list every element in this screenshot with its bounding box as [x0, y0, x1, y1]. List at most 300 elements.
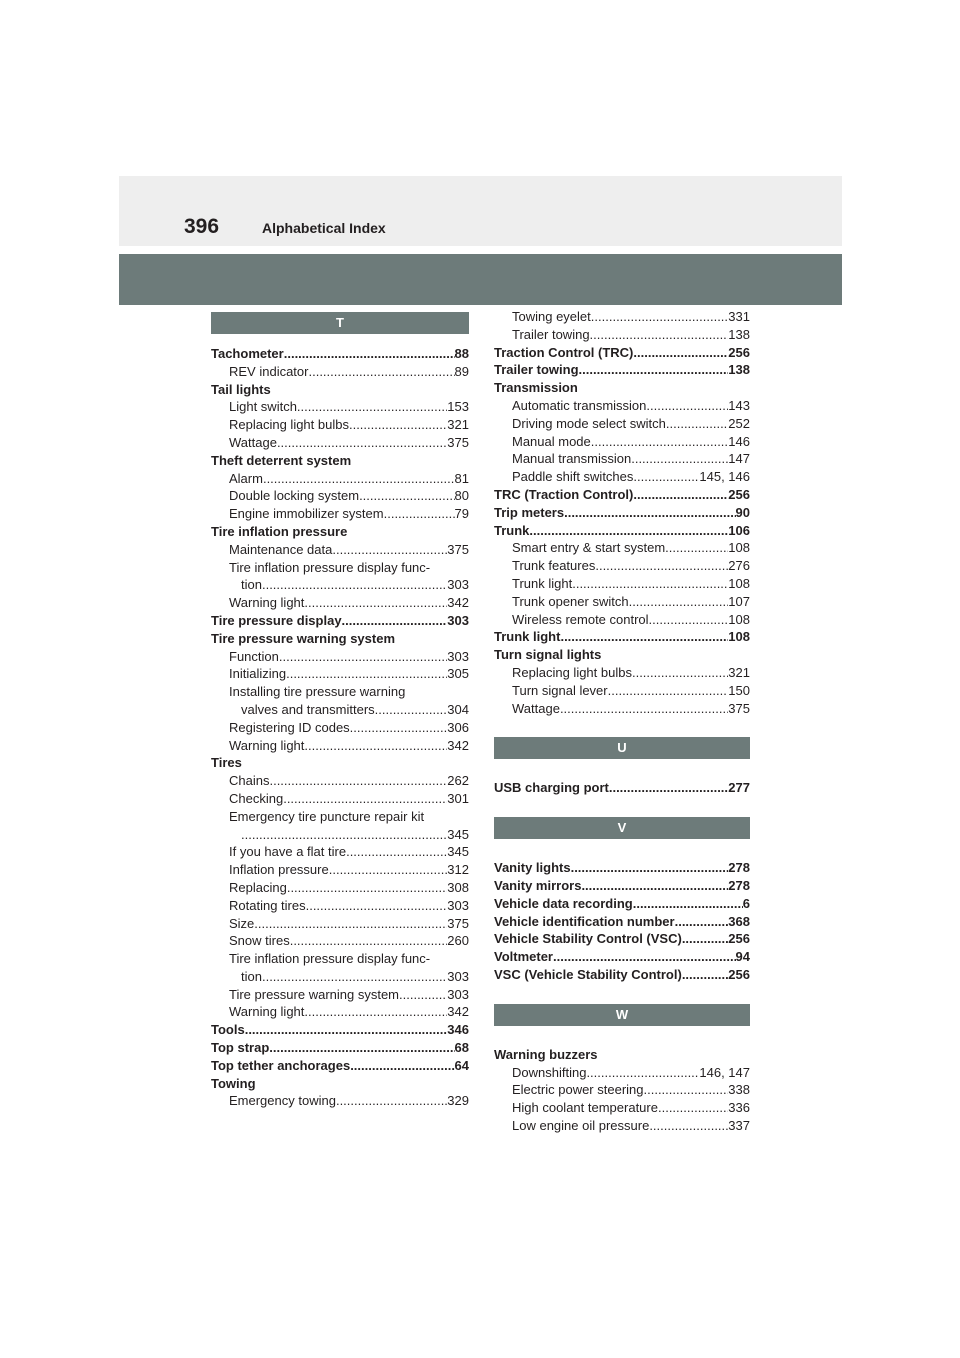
dot-leader — [349, 416, 447, 434]
index-entry — [494, 628, 750, 646]
entry-page-number: 278 — [728, 860, 750, 876]
dot-leader — [633, 344, 728, 362]
entry-term: Trunk light — [512, 575, 573, 591]
index-subentry — [211, 665, 469, 683]
index-entry — [211, 754, 469, 772]
entry-term: REV indicator — [229, 363, 309, 379]
dot-leader — [608, 682, 729, 700]
entry-page-number: 262 — [447, 773, 469, 789]
entry-page-number: 147 — [728, 451, 750, 467]
entry-term: Inflation pressure — [229, 862, 329, 878]
entry-term: Top tether anchorages — [211, 1057, 351, 1073]
index-entry — [211, 612, 469, 630]
letter-heading-t: T — [211, 312, 469, 334]
index-subentry — [211, 487, 469, 505]
entry-term: Tire pressure warning system — [229, 986, 400, 1002]
index-entry — [211, 630, 469, 648]
index-subentry — [211, 541, 469, 559]
index-subentry — [494, 308, 750, 326]
index-column-left — [211, 308, 469, 1110]
dot-leader — [304, 737, 447, 755]
entry-term: Towing eyelet — [512, 309, 591, 324]
entry-page-number: 108 — [728, 629, 750, 645]
index-entry-list — [494, 308, 750, 717]
dot-leader — [399, 986, 447, 1004]
index-subentry — [494, 468, 750, 486]
index-subentry — [211, 683, 469, 701]
index-subentry — [494, 415, 750, 433]
dot-leader — [591, 433, 729, 451]
entry-term: If you have a flat tire — [229, 844, 347, 860]
index-subentry — [494, 1064, 750, 1082]
entry-term: Replacing light bulbs — [229, 417, 349, 433]
index-entry — [494, 379, 750, 397]
entry-term: Emergency towing — [229, 1093, 336, 1109]
entry-term: Double locking system — [229, 488, 360, 504]
entry-term: Towing — [211, 1075, 256, 1091]
dot-leader — [342, 612, 448, 630]
entry-page-number: 303 — [447, 986, 469, 1002]
index-subentry — [494, 575, 750, 593]
index-entry — [494, 930, 750, 948]
dot-leader — [287, 879, 447, 897]
index-entry — [211, 1021, 469, 1039]
entry-page-number: 301 — [447, 790, 469, 806]
entry-page-number: 331 — [728, 309, 750, 324]
index-entry — [494, 344, 750, 362]
entry-term: Chains — [229, 773, 270, 789]
dot-leader — [306, 897, 448, 915]
dot-leader — [572, 575, 728, 593]
entry-term: Tire inflation pressure display func- — [229, 951, 431, 967]
dot-leader — [553, 948, 736, 966]
index-subentry — [494, 450, 750, 468]
section-spacer — [494, 717, 750, 737]
dot-leader — [254, 915, 447, 933]
dot-leader — [646, 397, 728, 415]
entry-term: USB charging port — [494, 780, 609, 796]
index-entry-list — [494, 1046, 750, 1135]
index-entry — [494, 895, 750, 913]
entry-term: Transmission — [494, 380, 578, 396]
index-subentry — [211, 434, 469, 452]
entry-term: tion — [241, 577, 262, 593]
entry-term: Warning light — [229, 737, 305, 753]
dot-leader — [262, 968, 447, 986]
index-entry — [494, 948, 750, 966]
index-entry-list — [211, 345, 469, 1110]
dot-leader — [629, 593, 729, 611]
dot-leader — [666, 415, 728, 433]
dot-leader — [682, 930, 728, 948]
index-column-right — [494, 308, 750, 1135]
entry-page-number: 108 — [728, 611, 750, 627]
entry-term: Trunk light — [494, 629, 561, 645]
dot-leader — [560, 628, 728, 646]
dot-leader — [560, 700, 728, 718]
entry-page-number: 375 — [447, 434, 469, 450]
index-entry — [211, 452, 469, 470]
entry-term: Tachometer — [211, 346, 284, 361]
entry-term: Warning buzzers — [494, 1046, 598, 1062]
index-entry — [494, 522, 750, 540]
entry-term: Trunk — [494, 522, 530, 538]
entry-term: Tools — [211, 1022, 245, 1038]
chapter-title-bar — [119, 254, 842, 305]
entry-page-number: 345 — [447, 844, 469, 860]
index-subentry — [494, 664, 750, 682]
dot-leader — [308, 363, 454, 381]
index-subentry — [211, 897, 469, 915]
entry-page-number: 336 — [728, 1100, 750, 1116]
entry-term: Trunk opener switch — [512, 593, 629, 609]
entry-term: Tires — [211, 755, 242, 771]
index-subentry — [211, 505, 469, 523]
dot-leader — [631, 450, 728, 468]
entry-term: Snow tires — [229, 933, 290, 949]
index-subentry — [211, 701, 469, 719]
entry-page-number: 321 — [447, 417, 469, 433]
dot-leader — [329, 861, 448, 879]
dot-leader — [290, 932, 448, 950]
dot-leader — [675, 913, 729, 931]
entry-term: Turn signal lever — [512, 682, 608, 698]
dot-leader — [579, 361, 729, 379]
page-number: 396 — [184, 215, 220, 238]
entry-term: Registering ID codes — [229, 719, 350, 735]
entry-page-number: 303 — [447, 897, 469, 913]
entry-term: Voltmeter — [494, 949, 553, 965]
index-entry — [494, 646, 750, 664]
dot-leader — [304, 594, 447, 612]
entry-term: Vanity mirrors — [494, 877, 582, 893]
entry-term: Initializing — [229, 666, 287, 682]
index-subentry — [211, 648, 469, 666]
entry-term: Wattage — [512, 700, 560, 716]
index-subentry — [211, 968, 469, 986]
index-subentry — [494, 433, 750, 451]
entry-term: Vehicle identification number — [494, 913, 675, 929]
index-entry — [211, 381, 469, 399]
dot-leader — [644, 1081, 729, 1099]
entry-term: Driving mode select switch — [512, 415, 666, 431]
entry-page-number: 278 — [728, 877, 750, 893]
dot-leader — [529, 522, 728, 540]
entry-page-number: 68 — [454, 1040, 469, 1056]
entry-page-number: 145, 146 — [699, 469, 750, 485]
entry-page-number: 256 — [728, 966, 750, 982]
entry-page-number: 303 — [447, 577, 469, 593]
entry-term: Tire pressure warning system — [211, 630, 396, 646]
entry-page-number: 6 — [742, 895, 750, 911]
index-entry — [211, 1057, 469, 1075]
entry-term: Engine immobilizer system — [229, 506, 384, 522]
entry-page-number: 303 — [447, 612, 469, 628]
entry-term: High coolant temperature — [512, 1100, 658, 1116]
index-subentry — [211, 363, 469, 381]
entry-page-number: 146, 147 — [699, 1064, 750, 1080]
dot-leader — [649, 611, 729, 629]
entry-page-number: 89 — [454, 363, 469, 379]
entry-page-number: 338 — [728, 1082, 750, 1098]
entry-page-number: 256 — [728, 486, 750, 502]
entry-page-number: 80 — [454, 488, 469, 504]
entry-term: Trip meters — [494, 504, 565, 520]
entry-page-number: 306 — [447, 719, 469, 735]
index-subentry — [211, 737, 469, 755]
entry-page-number: 342 — [447, 595, 469, 611]
entry-term: Downshifting — [512, 1064, 587, 1080]
entry-term: Paddle shift switches — [512, 469, 634, 485]
entry-page-number: 312 — [447, 862, 469, 878]
entry-term: Function — [229, 648, 279, 664]
entry-page-number: 303 — [447, 648, 469, 664]
index-subentry — [211, 576, 469, 594]
index-subentry — [494, 593, 750, 611]
index-subentry — [211, 1003, 469, 1021]
entry-page-number: 256 — [728, 344, 750, 360]
entry-term: Traction Control (TRC) — [494, 344, 634, 360]
entry-term: Replacing — [229, 879, 287, 895]
index-entry — [494, 361, 750, 379]
dot-leader — [564, 504, 735, 522]
dot-leader — [633, 486, 728, 504]
dot-leader — [581, 877, 728, 895]
entry-page-number: 88 — [454, 346, 469, 361]
index-entry — [211, 523, 469, 541]
dot-leader — [384, 505, 455, 523]
entry-page-number: 64 — [454, 1057, 469, 1073]
entry-term: Rotating tires — [229, 897, 306, 913]
entry-page-number: 308 — [447, 879, 469, 895]
entry-term: Smart entry & start system — [512, 540, 666, 556]
entry-page-number: 329 — [447, 1093, 469, 1109]
dot-leader — [350, 1057, 454, 1075]
index-subentry — [211, 950, 469, 968]
entry-page-number: 146 — [728, 433, 750, 449]
entry-page-number: 277 — [728, 780, 750, 796]
index-subentry — [211, 1092, 469, 1110]
entry-page-number: 256 — [728, 931, 750, 947]
entry-page-number: 81 — [454, 470, 469, 486]
index-entry-list — [494, 779, 750, 797]
index-entry — [494, 913, 750, 931]
entry-page-number: 138 — [728, 362, 750, 378]
dot-leader — [682, 966, 728, 984]
index-subentry — [494, 1117, 750, 1135]
section-spacer — [494, 797, 750, 817]
dot-leader — [633, 895, 743, 913]
entry-term: Wattage — [229, 434, 277, 450]
dot-leader — [591, 308, 729, 326]
entry-term: Installing tire pressure warning — [229, 684, 406, 700]
index-subentry — [211, 879, 469, 897]
index-subentry — [211, 790, 469, 808]
entry-page-number: 276 — [728, 558, 750, 574]
letter-heading-u: U — [494, 737, 750, 759]
entry-term: Trailer towing — [494, 362, 579, 378]
entry-term: Automatic transmission — [512, 397, 647, 413]
dot-leader — [286, 665, 447, 683]
index-subentry — [211, 559, 469, 577]
index-entry — [211, 345, 469, 363]
entry-page-number: 337 — [728, 1117, 750, 1133]
entry-term: Wireless remote control — [512, 611, 649, 627]
dot-leader — [304, 1003, 447, 1021]
entry-page-number: 90 — [735, 504, 750, 520]
index-subentry — [211, 719, 469, 737]
entry-term: valves and transmitters — [241, 701, 375, 717]
dot-leader — [632, 664, 728, 682]
entry-term: Replacing light bulbs — [512, 664, 632, 680]
dot-leader — [297, 398, 447, 416]
dot-leader — [633, 468, 699, 486]
entry-term: Top strap — [211, 1040, 270, 1056]
dot-leader — [571, 859, 729, 877]
entry-term: Vehicle Stability Control (VSC) — [494, 931, 682, 947]
dot-leader — [595, 557, 728, 575]
entry-page-number: 375 — [447, 541, 469, 557]
dot-leader — [665, 539, 728, 557]
index-entry — [494, 877, 750, 895]
entry-page-number: 305 — [447, 666, 469, 682]
dot-leader — [279, 648, 447, 666]
entry-page-number: 106 — [728, 522, 750, 538]
entry-page-number: 375 — [728, 700, 750, 716]
entry-page-number: 252 — [728, 415, 750, 431]
dot-leader — [245, 1021, 448, 1039]
entry-term: tion — [241, 968, 262, 984]
page-header-band — [119, 176, 842, 246]
entry-term: Emergency tire puncture repair kit — [229, 808, 425, 824]
entry-term: Trunk features — [512, 558, 596, 574]
index-subentry — [211, 416, 469, 434]
index-subentry — [494, 1099, 750, 1117]
entry-term: Warning light — [229, 1004, 305, 1020]
entry-term: Tire inflation pressure — [211, 523, 348, 539]
index-subentry — [211, 861, 469, 879]
entry-page-number: 153 — [447, 399, 469, 415]
dot-leader — [262, 576, 447, 594]
dot-leader — [336, 1092, 447, 1110]
index-subentry — [211, 826, 469, 844]
entry-page-number: 150 — [728, 682, 750, 698]
index-subentry — [211, 594, 469, 612]
entry-term: Tail lights — [211, 381, 271, 397]
entry-term: Checking — [229, 790, 284, 806]
dot-leader — [241, 826, 447, 844]
entry-term: Tire pressure display — [211, 612, 342, 628]
dot-leader — [375, 701, 448, 719]
index-entry — [494, 966, 750, 984]
dot-leader — [649, 1117, 728, 1135]
entry-term: Vanity lights — [494, 860, 571, 876]
index-subentry — [494, 326, 750, 344]
entry-page-number: 304 — [447, 701, 469, 717]
entry-page-number: 94 — [735, 949, 750, 965]
entry-page-number: 346 — [447, 1022, 469, 1038]
index-subentry — [494, 682, 750, 700]
dot-leader — [359, 487, 454, 505]
dot-leader — [658, 1099, 728, 1117]
entry-term: Manual mode — [512, 433, 591, 449]
entry-page-number: 108 — [728, 540, 750, 556]
entry-term: Electric power steering — [512, 1082, 644, 1098]
entry-page-number: 375 — [447, 915, 469, 931]
index-subentry — [494, 557, 750, 575]
index-subentry — [494, 611, 750, 629]
entry-term: Theft deterrent system — [211, 452, 352, 468]
index-entry — [494, 779, 750, 797]
entry-term: Low engine oil pressure — [512, 1117, 650, 1133]
dot-leader — [590, 326, 729, 344]
page-header-title: Alphabetical Index — [262, 220, 386, 236]
index-subentry — [211, 398, 469, 416]
dot-leader — [263, 470, 455, 488]
index-entry-list — [494, 859, 750, 984]
index-subentry — [211, 932, 469, 950]
entry-page-number: 143 — [728, 397, 750, 413]
index-entry — [494, 1046, 750, 1064]
entry-page-number: 321 — [728, 664, 750, 680]
entry-page-number: 345 — [447, 826, 469, 842]
entry-page-number: 107 — [728, 593, 750, 609]
entry-term: Vehicle data recording — [494, 895, 633, 911]
index-subentry — [211, 986, 469, 1004]
entry-term: Light switch — [229, 399, 297, 415]
entry-term: Tire inflation pressure display func- — [229, 559, 431, 575]
dot-leader — [350, 719, 448, 737]
entry-page-number: 368 — [728, 913, 750, 929]
letter-heading-v: V — [494, 817, 750, 839]
letter-heading-w: W — [494, 1004, 750, 1026]
dot-leader — [346, 843, 447, 861]
index-subentry — [211, 843, 469, 861]
index-entry — [494, 486, 750, 504]
dot-leader — [586, 1064, 699, 1082]
entry-term: VSC (Vehicle Stability Control) — [494, 966, 682, 982]
entry-term: Alarm — [229, 470, 263, 486]
entry-page-number: 342 — [447, 737, 469, 753]
dot-leader — [332, 541, 447, 559]
entry-term: Size — [229, 915, 255, 931]
entry-term: Maintenance data — [229, 541, 333, 557]
entry-page-number: 138 — [728, 326, 750, 342]
index-subentry — [211, 915, 469, 933]
dot-leader — [284, 345, 455, 363]
entry-term: Turn signal lights — [494, 647, 602, 663]
index-subentry — [211, 772, 469, 790]
entry-page-number: 342 — [447, 1004, 469, 1020]
index-subentry — [494, 539, 750, 557]
entry-page-number: 303 — [447, 968, 469, 984]
dot-leader — [283, 790, 447, 808]
index-subentry — [494, 700, 750, 718]
dot-leader — [609, 779, 728, 797]
index-subentry — [494, 1081, 750, 1099]
index-subentry — [494, 397, 750, 415]
index-entry — [211, 1039, 469, 1057]
entry-term: TRC (Traction Control) — [494, 486, 634, 502]
index-subentry — [211, 470, 469, 488]
entry-term: Warning light — [229, 595, 305, 611]
index-entry — [494, 859, 750, 877]
index-entry — [211, 1075, 469, 1093]
entry-term: Manual transmission — [512, 451, 632, 467]
entry-term: Trailer towing — [512, 326, 590, 342]
entry-page-number: 108 — [728, 575, 750, 591]
dot-leader — [269, 1039, 454, 1057]
